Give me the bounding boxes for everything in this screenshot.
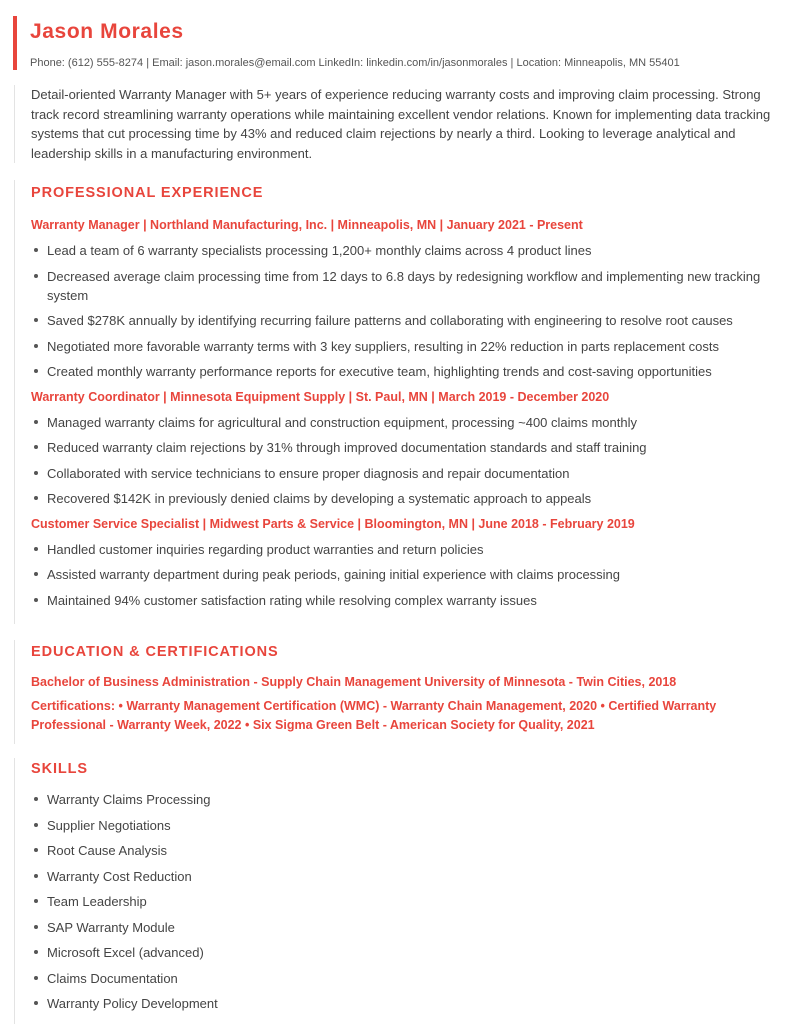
summary-section	[14, 85, 781, 163]
skill-item: Claims Documentation	[31, 969, 781, 988]
job-bullets	[31, 241, 781, 381]
job-entry	[31, 388, 781, 509]
certifications-line: Certifications: • Warranty Management Certification (WMC) - Warranty Chain Management, 2020 • Certified Warranty Professional - Warranty Week, 2022 • Six Sigma Green Belt - American Society for Quality, 2021	[31, 699, 717, 732]
skill-item: Warranty Cost Reduction	[31, 867, 781, 886]
job-bullet: Decreased average claim processing time from 12 days to 6.8 days by redesigning workflow and implementing new tracking system	[31, 267, 781, 305]
job-bullet: Managed warranty claims for agricultural and construction equipment, processing ~400 claims monthly	[31, 413, 781, 432]
job-bullet: Reduced warranty claim rejections by 31% through improved documentation standards and staff training	[31, 438, 781, 457]
skill-item: Team Leadership	[31, 892, 781, 911]
job-title: Warranty Manager | Northland Manufacturing, Inc. | Minneapolis, MN | January 2021 - Present	[31, 218, 583, 232]
skill-item: Warranty Claims Processing	[31, 790, 781, 809]
job-bullet: Saved $278K annually by identifying recurring failure patterns and collaborating with engineering to resolve root causes	[31, 311, 781, 330]
contact-info: Phone: (612) 555-8274 | Email: jason.morales@email.com LinkedIn: linkedin.com/in/jasonmorales | Location: Minneapolis, MN 55401	[30, 57, 680, 69]
job-title: Customer Service Specialist | Midwest Parts & Service | Bloomington, MN | June 2018 - February 2019	[31, 516, 635, 531]
resume-header	[13, 16, 790, 70]
summary-text: Detail-oriented Warranty Manager with 5+ years of experience reducing warranty costs and improving claim processing. Strong track record streamlining warranty operations while maintaining excellent vendor relations. Known for implementing data tracking systems that cut processing time by 43% and reduced claim rejections by nearly a third. Looking to leverage analytical and leadership skills in a manufacturing environment.	[31, 87, 771, 161]
job-bullet: Maintained 94% customer satisfaction rating while resolving complex warranty issues	[31, 591, 781, 610]
job-bullet: Handled customer inquiries regarding product warranties and return policies	[31, 540, 781, 559]
job-bullet: Recovered $142K in previously denied claims by developing a systematic approach to appeals	[31, 489, 781, 508]
job-bullet: Negotiated more favorable warranty terms with 3 key suppliers, resulting in 22% reduction in parts replacement costs	[31, 337, 781, 356]
job-title: Warranty Coordinator | Minnesota Equipment Supply | St. Paul, MN | March 2019 - December 2020	[31, 389, 610, 404]
candidate-name: Jason Morales	[30, 20, 184, 43]
education-section	[14, 640, 781, 744]
job-bullet: Assisted warranty department during peak periods, gaining initial experience with claims processing	[31, 565, 781, 584]
job-bullets	[31, 413, 781, 509]
job-entry	[31, 216, 781, 381]
job-bullet: Collaborated with service technicians to ensure proper diagnosis and repair documentation	[31, 464, 781, 483]
education-heading: EDUCATION & CERTIFICATIONS	[31, 644, 279, 660]
skill-item: Warranty Policy Development	[31, 994, 781, 1013]
experience-section	[14, 180, 781, 624]
skills-heading: SKILLS	[31, 761, 88, 777]
skill-item: Root Cause Analysis	[31, 841, 781, 860]
skills-section	[14, 758, 781, 1024]
experience-heading: PROFESSIONAL EXPERIENCE	[31, 185, 264, 201]
job-bullet: Created monthly warranty performance reports for executive team, highlighting trends and cost-saving opportunities	[31, 362, 781, 381]
degree-line: Bachelor of Business Administration - Supply Chain Management University of Minnesota - Twin Cities, 2018	[31, 675, 677, 689]
job-entry	[31, 515, 781, 610]
skills-list	[31, 790, 781, 1013]
skill-item: SAP Warranty Module	[31, 918, 781, 937]
skill-item: Supplier Negotiations	[31, 816, 781, 835]
skill-item: Microsoft Excel (advanced)	[31, 943, 781, 962]
job-bullets	[31, 540, 781, 610]
job-bullet: Lead a team of 6 warranty specialists processing 1,200+ monthly claims across 4 product lines	[31, 241, 781, 260]
